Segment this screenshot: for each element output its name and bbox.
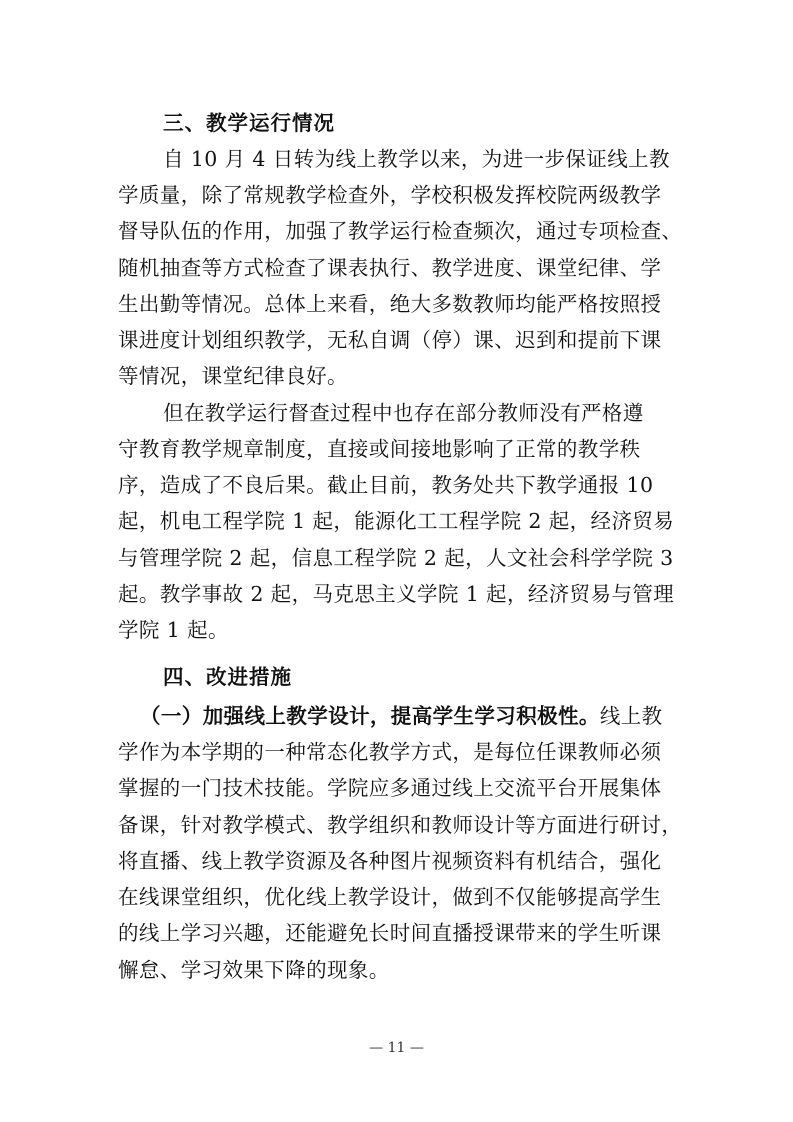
paragraph-line: 在线课堂组织，优化线上教学设计，做到不仅能够提高学生: [118, 885, 662, 909]
paragraph-line: 学质量，除了常规教学检查外，学校积极发挥校院两级教学: [118, 183, 662, 207]
subsection-first-line: [140, 706, 663, 727]
paragraph-line: 将直播、线上教学资源及各种图片视频资料有机结合，强化: [118, 849, 662, 873]
paragraph-line: 序，造成了不良后果。截止目前，教务处共下教学通报 10: [118, 473, 654, 497]
section-heading-improvement-measures: 四、改进措施: [163, 665, 292, 689]
paragraph-line: 守教育教学规章制度，直接或间接地影响了正常的教学秩: [118, 437, 641, 461]
page-number: — 11 —: [369, 1040, 424, 1056]
paragraph-line: 生出勤等情况。总体上来看，绝大多数教师均能严格按照授: [118, 292, 662, 316]
paragraph-line: 自 10 月 4 日转为线上教学以来，为进一步保证线上教: [163, 147, 670, 171]
paragraph-line: 但在教学运行督查过程中也存在部分教师没有严格遵: [163, 401, 644, 425]
paragraph-line: 督导队伍的作用，加强了教学运行检查频次，通过专项检查、: [118, 219, 683, 243]
paragraph-line: 与管理学院 2 起，信息工程学院 2 起，人文社会科学学院 3: [118, 546, 674, 570]
paragraph-line: 懈怠、学习效果下降的现象。: [118, 958, 390, 982]
paragraph-line: 等情况，课堂纪律良好。: [118, 364, 348, 388]
paragraph-line: 学作为本学期的一种常态化教学方式，是每位任课教师必须: [118, 740, 662, 764]
paragraph-line: 的线上学习兴趣，还能避免长时间直播授课带来的学生听课: [118, 921, 662, 945]
paragraph-line: 起，机电工程学院 1 起，能源化工工程学院 2 起，经济贸易: [118, 509, 675, 533]
section-heading-teaching-operation: 三、教学运行情况: [163, 111, 335, 135]
paragraph-line: 备课，针对教学模式、教学组织和教师设计等方面进行研讨，: [118, 813, 683, 837]
paragraph-line: 随机抽查等方式检查了课表执行、教学进度、课堂纪律、学: [118, 256, 662, 280]
paragraph-line: 课进度计划组织教学，无私自调（停）课、迟到和提前下课: [118, 328, 662, 352]
subsection-text: 线上教: [599, 704, 663, 728]
subsection-title: （一）加强线上教学设计，提高学生学习积极性。: [140, 704, 600, 728]
paragraph-line: 掌握的一门技术技能。学院应多通过线上交流平台开展集体: [118, 776, 662, 800]
paragraph-line: 学院 1 起。: [118, 618, 229, 642]
paragraph-line: 起。教学事故 2 起，马克思主义学院 1 起，经济贸易与管理: [118, 582, 675, 606]
